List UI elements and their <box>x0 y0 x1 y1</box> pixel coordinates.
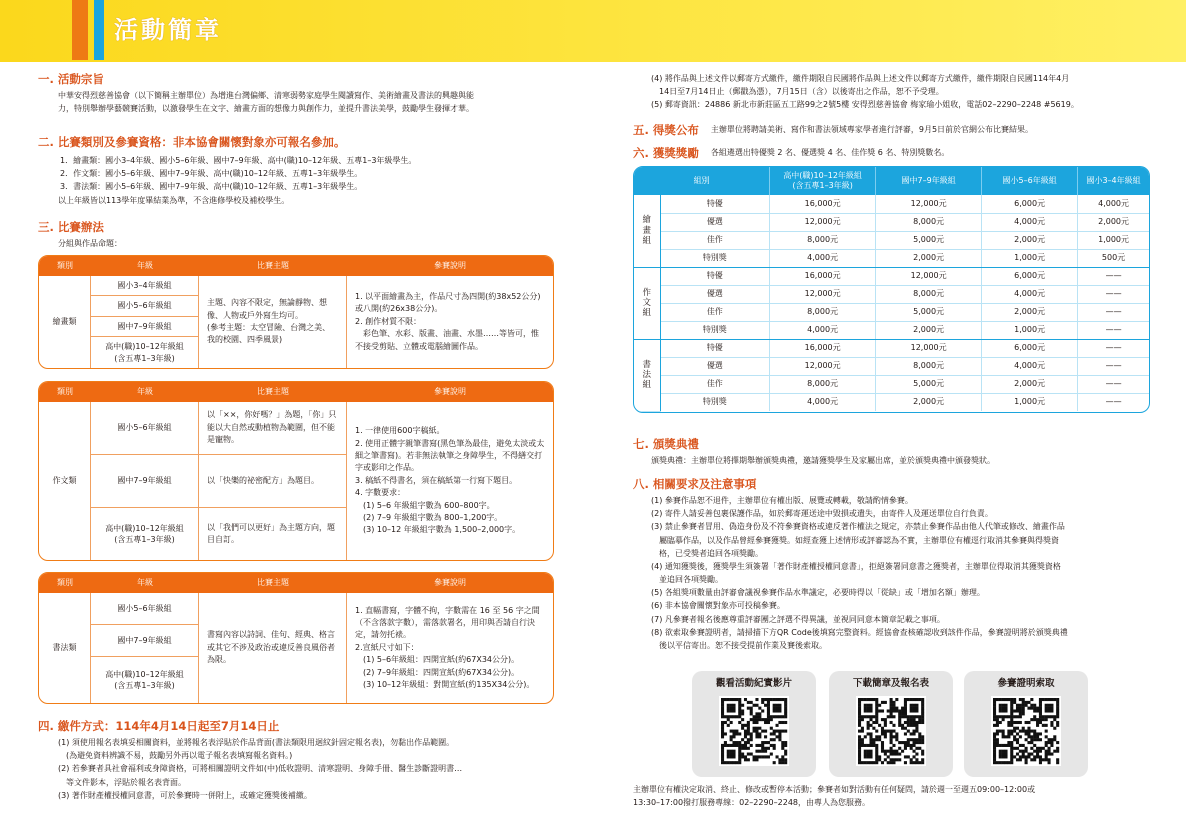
calligraphy-table <box>38 572 554 704</box>
award-amount-cell: 8,000元 <box>770 231 876 249</box>
submission-continued <box>633 72 1150 112</box>
award-level-cell: 特別獎 <box>660 249 770 267</box>
grade-cell: 國中7–9年級組 <box>91 625 198 657</box>
notes-item: (8) 欲索取參賽證明者，請掃描下方QR Code後填寫完整資料。經協會查核確認收到該件作品，參賽證明將於頒獎典禮 <box>651 627 1068 637</box>
award-amount-cell: —— <box>1078 285 1149 303</box>
award-amount-cell: 1,000元 <box>982 321 1078 339</box>
page-title: 活動簡章 <box>114 16 222 44</box>
award-level-cell: 特優 <box>660 195 770 213</box>
col-header: 國中7–9年級組 <box>876 167 982 195</box>
table-header <box>39 256 553 276</box>
col-header: 比賽主題 <box>257 577 289 587</box>
submission-item: 等文件影本，浮貼於報名表背面。 <box>58 777 186 787</box>
col-header: 年級 <box>137 260 153 270</box>
award-row <box>634 249 1149 267</box>
method-subtitle: 分組與作品命題： <box>58 238 122 248</box>
grade-cell: 國中7–9年級組 <box>91 317 198 337</box>
category-cell: 書法類 <box>39 593 91 703</box>
award-amount-cell: 2,000元 <box>982 231 1078 249</box>
award-amount-cell: 6,000元 <box>982 339 1078 357</box>
essay-table <box>38 381 554 561</box>
section-purpose <box>38 72 554 116</box>
award-level-cell: 特別獎 <box>660 321 770 339</box>
award-level-cell: 特別獎 <box>660 393 770 411</box>
award-amount-cell: 2,000元 <box>982 375 1078 393</box>
section-title: 四. 繳件方式：114年4月14日起至7月14日止 <box>38 719 280 733</box>
award-level-cell: 優選 <box>660 285 770 303</box>
theme-cell: 書寫內容以詩詞、佳句、經典、格言或其它不涉及政治或違反善良風俗者為限。 <box>199 593 347 703</box>
grade-cell: 國小5–6年級組 <box>91 296 198 316</box>
award-amount-cell: 500元 <box>1078 249 1149 267</box>
col-header: 國小3–4年級組 <box>1078 167 1149 195</box>
notes-item: (3) 禁止參賽者冒用、偽造身份及不符參賽資格或違反著作權法之規定，亦禁止參賽作品由他人代筆或修改、繪畫作品 <box>651 522 1065 532</box>
col-header: 組別 <box>634 167 770 195</box>
eligibility-note: 以上年級皆以113學年度畢結業為準，不含進修學校及補校學生。 <box>58 195 290 205</box>
painting-table <box>38 255 554 369</box>
award-amount-cell: 8,000元 <box>876 357 982 375</box>
notes-item: (6) 非本協會關懷對象亦可投稿參賽。 <box>651 601 785 611</box>
award-amount-cell: 5,000元 <box>876 231 982 249</box>
award-level-cell: 特優 <box>660 339 770 357</box>
footer-note <box>633 783 1150 809</box>
rules-cell: 1. 直幅書寫，字體不拘，字數需在 16 至 56 字之間（不含落款字數），需落款署名，用印與否請自行決定，請勿托裱。 2.宣紙尺寸如下： (1) 5–6年級組：四開宣紙(約67X34公分)。 (2) 7–9年級組：四開宣紙(約67X34公分)。 (3) 10–12年級組：對開宣紙(約135X34公分)。 <box>355 605 540 689</box>
award-amount-cell: 12,000元 <box>876 267 982 285</box>
award-amount-cell: 12,000元 <box>876 339 982 357</box>
notes-item: (2) 寄件人請妥善包裹保護作品，如於郵寄運送途中毀損或遺失，由寄件人及運送單位自行負責。 <box>651 509 993 519</box>
award-amount-cell: 1,000元 <box>1078 231 1149 249</box>
award-level-cell: 佳作 <box>660 375 770 393</box>
grade-cell: 高中(職)10–12年級組 (含五專1–3年級) <box>105 342 184 363</box>
col-header: 年級 <box>137 577 153 587</box>
notes-item: 後以平信寄出。恕不接受提前作業及賽後索取。 <box>651 641 827 650</box>
notes-item: 格，已受獎者追回各項獎勵。 <box>651 548 763 558</box>
section-announcement <box>633 123 1150 138</box>
announcement-text: 主辦單位將聘請美術、寫作和書法領域專家學者進行評審，9月5日前於官網公布比賽結果。 <box>710 125 1034 135</box>
eligibility-item: 1．繪畫類：國小3–4年級、國小5–6年級、國中7–9年級、高中(職)10–12年級、五專1–3年級學生。 <box>60 155 417 165</box>
col-header: 類別 <box>57 577 73 587</box>
award-amount-cell: 2,000元 <box>982 303 1078 321</box>
award-group-cell: 繪 畫 組 <box>634 195 660 267</box>
award-level-cell: 佳作 <box>660 303 770 321</box>
award-row <box>634 393 1149 411</box>
eligibility-item: 3．書法類：國小5–6年級、國中7–9年級、高中(職)10–12年級、五專1–3年級學生。 <box>60 182 363 192</box>
notes-item: 並追回各項獎勵。 <box>651 575 723 585</box>
award-level-cell: 特優 <box>660 267 770 285</box>
award-row <box>634 357 1149 375</box>
award-amount-cell: 12,000元 <box>770 213 876 231</box>
award-amount-cell: 4,000元 <box>982 213 1078 231</box>
notes-item: (4) 通知獲獎後，獲獎學生須簽署「著作財產權授權同意書」，拒絕簽署同意書之獲獎者，主辦單位得取消其獲獎資格 <box>651 561 1061 571</box>
award-amount-cell: 8,000元 <box>876 285 982 303</box>
col-header: 參賽說明 <box>434 386 466 396</box>
grade-cell: 高中(職)10–12年級組 (含五專1–3年級) <box>105 669 184 690</box>
orange-accent-bar <box>72 0 88 60</box>
award-amount-cell: 16,000元 <box>770 195 876 213</box>
award-row <box>634 285 1149 303</box>
awards-table <box>633 166 1150 413</box>
section-title: 五. 得獎公布 <box>633 123 699 137</box>
submission-item: (4) 將作品與上述文件以郵寄方式繳件，繳件期限自民國將作品與上述文件以郵寄方式繳件，繳件期限自民國114年4月 <box>651 74 1070 83</box>
award-amount-cell: 16,000元 <box>770 339 876 357</box>
col-header: 參賽說明 <box>434 260 466 270</box>
section-title: 二. 比賽類別及參賽資格：非本協會關懷對象亦可報名參加。 <box>38 135 346 149</box>
award-level-cell: 優選 <box>660 213 770 231</box>
section-title: 七. 頒獎典禮 <box>633 437 699 451</box>
awards-text: 各組遴選出特優獎 2 名、優選獎 4 名、佳作獎 6 名、特別獎數名。 <box>710 148 950 158</box>
notes-item: (7) 凡參賽者報名後應尊重評審團之評選不得異議，並視同同意本簡章記載之事項。 <box>651 614 945 624</box>
award-amount-cell: 4,000元 <box>770 393 876 411</box>
qr-label: 下載簡章及報名表 <box>852 678 929 689</box>
submission-item: (5) 郵寄資訊：24886 新北市新莊區五工路99之2號5樓 安得烈慈善協會 梅家瑜小姐收，電話02–2290–2248 #5619。 <box>651 100 1079 110</box>
award-amount-cell: 6,000元 <box>982 195 1078 213</box>
col-header: 高中(職)10–12年級組 (含五專1–3年級) <box>770 167 876 195</box>
col-header: 比賽主題 <box>257 260 289 270</box>
award-amount-cell: 16,000元 <box>770 267 876 285</box>
col-header: 國小5–6年級組 <box>982 167 1078 195</box>
notes-item: (5) 各組獎項數量由評審會議視參賽作品水準議定，必要時得以「從缺」或「增加名額」辦理。 <box>651 588 985 598</box>
footer-line: 主辦單位有權決定取消、終止、修改或暫停本活動；參賽者如對活動有任何疑問，請於週一至週五09:00–12:00或 <box>633 785 1036 794</box>
award-amount-cell: —— <box>1078 321 1149 339</box>
blue-accent-bar <box>94 0 104 60</box>
award-amount-cell: 8,000元 <box>876 213 982 231</box>
award-row <box>634 339 1149 357</box>
submission-item: 14日至7月14日止（郵戳為憑），7月15日（含）以後寄出之作品，恕不予受理。 <box>651 87 944 97</box>
award-amount-cell: —— <box>1078 339 1149 357</box>
submission-item: (為避免資料辨識不易，鼓勵另外再以電子報名表填寫報名資料。) <box>58 751 293 761</box>
table-header <box>39 382 553 402</box>
qr-label: 觀看活動紀實影片 <box>715 678 792 689</box>
col-header: 參賽說明 <box>434 577 466 587</box>
theme-cell: 以「我們可以更好」為主題方向，題目自訂。 <box>207 522 335 544</box>
submission-item: (2) 若參賽者具社會福利或身障資格，可將相關證明文件如(中)低收證明、清寒證明、身障手冊、醫生診斷證明書… <box>58 764 463 774</box>
section-method <box>38 220 554 251</box>
col-header: 類別 <box>57 260 73 270</box>
col-header: 年級 <box>137 386 153 396</box>
award-amount-cell: 4,000元 <box>982 357 1078 375</box>
award-level-cell: 佳作 <box>660 231 770 249</box>
grade-cell: 國中7–9年級組 <box>91 455 198 508</box>
qr-code-icon <box>719 696 789 766</box>
award-amount-cell: —— <box>1078 357 1149 375</box>
award-amount-cell: 4,000元 <box>770 249 876 267</box>
section-submission <box>38 719 554 802</box>
award-amount-cell: 2,000元 <box>876 249 982 267</box>
award-amount-cell: —— <box>1105 397 1122 407</box>
theme-cell: 以「××，你好嗎？」為題，「你」只能以大自然或動植物為範圍，但不能是寵物。 <box>199 402 346 455</box>
purpose-line: 中華安得烈慈善協會（以下簡稱主辦單位）為增進台灣偏鄉、清寒弱勢家庭學生閱讀寫作、美術繪畫及書法的興趣與能 <box>58 90 474 100</box>
award-amount-cell: 4,000元 <box>770 321 876 339</box>
award-row <box>634 375 1149 393</box>
award-row <box>634 231 1149 249</box>
section-awards <box>633 146 1150 161</box>
award-row <box>634 195 1149 213</box>
section-eligibility <box>38 135 554 207</box>
qr-code-icon <box>991 696 1061 766</box>
category-cell: 作文類 <box>39 402 91 560</box>
award-amount-cell: 12,000元 <box>770 285 876 303</box>
award-amount-cell: 5,000元 <box>876 375 982 393</box>
award-row <box>634 267 1149 285</box>
section-title: 一. 活動宗旨 <box>38 72 104 86</box>
award-amount-cell: 12,000元 <box>770 357 876 375</box>
award-group-cell: 作 文 組 <box>634 267 660 339</box>
award-amount-cell: 4,000元 <box>1078 195 1149 213</box>
grade-cell: 國小5–6年級組 <box>91 402 198 455</box>
col-header: 比賽主題 <box>257 386 289 396</box>
rules-cell: 1. 以平面繪畫為主，作品尺寸為四開(約38x52公分)或八開(約26x38公分)。 2. 創作材質不限： 彩色筆、水彩、版畫、油畫、水墨……等皆可，惟不接受剪貼、立體或電腦繪圖作品。 <box>355 292 541 351</box>
notes-item: (1) 參賽作品恕不退件，主辦單位有權出版、展覽或轉載，敬請酌情參賽。 <box>651 495 913 505</box>
section-notes <box>633 477 1150 652</box>
theme-cell: 主題、內容不限定，無論靜物、想像、人物或戶外寫生均可。 (參考主題：太空冒險、台灣之美、我的校園、四季風景) <box>199 276 347 368</box>
award-amount-cell: 8,000元 <box>770 303 876 321</box>
submission-item: (1) 須使用報名表填妥相關資料，並將報名表浮貼於作品背面(書法類限用迴紋針固定報名表)，勿黏出作品範圍。 <box>58 737 455 747</box>
grade-cell: 國小3–4年級組 <box>91 276 198 296</box>
award-amount-cell: 12,000元 <box>876 195 982 213</box>
rules-cell: 1. 一律使用600字稿紙。 2. 使用正體字親筆書寫(黑色筆為最佳，避免太淡或太細之筆書寫)。若非無法執筆之身障學生，不得繕交打字或影印之作品。 3. 稿紙不得書名，須在稿紙第一行寫下題目。 4. 字數要求： (1) 5–6 年級組字數為 600–800字。 (2) 7–9 年級組字數為 800–1,200字。 (3) 10–12 年級組字數為 1,500–2,000字。 <box>355 426 545 535</box>
purpose-line: 力，特別舉辦學藝競賽活動，以激發學生在文字、繪畫方面的想像力與創作力，並提升書法美學，鼓勵學生發揮才華。 <box>58 103 474 113</box>
table-header <box>39 573 553 593</box>
award-amount-cell: —— <box>1078 303 1149 321</box>
award-row <box>634 213 1149 231</box>
section-title: 三. 比賽辦法 <box>38 220 104 234</box>
qr-label: 參賽證明索取 <box>997 678 1055 689</box>
footer-line: 13:30–17:00撥打服務專線：02–2290–2248，由專人為您服務。 <box>633 798 871 808</box>
award-row <box>634 321 1149 339</box>
ceremony-text: 頒獎典禮：主辦單位將擇期舉辦頒獎典禮，邀請獲獎學生及家屬出席，並於頒獎典禮中頒發獎狀。 <box>651 455 995 465</box>
award-amount-cell: 1,000元 <box>982 249 1078 267</box>
col-header: 類別 <box>57 386 73 396</box>
qr-download[interactable] <box>829 671 953 777</box>
section-ceremony <box>633 437 1150 468</box>
award-level-cell: 優選 <box>660 357 770 375</box>
grade-cell: 國小5–6年級組 <box>91 593 198 625</box>
qr-code-icon <box>856 696 926 766</box>
award-amount-cell: —— <box>1078 267 1149 285</box>
award-amount-cell: 2,000元 <box>1078 213 1149 231</box>
section-title: 八. 相關要求及注意事項 <box>633 477 757 491</box>
award-group-cell: 書 法 組 <box>634 339 660 411</box>
award-amount-cell: 8,000元 <box>770 375 876 393</box>
eligibility-item: 2．作文類：國小5–6年級、國中7–9年級、高中(職)10–12年級、五專1–3年級學生。 <box>60 169 363 179</box>
award-amount-cell: —— <box>1078 375 1149 393</box>
category-cell: 繪畫類 <box>39 276 91 368</box>
award-row <box>634 303 1149 321</box>
qr-video[interactable] <box>692 671 816 777</box>
award-amount-cell: 1,000元 <box>982 393 1078 411</box>
section-title: 六. 獲獎獎勵 <box>633 146 699 160</box>
award-amount-cell: 2,000元 <box>876 393 982 411</box>
theme-cell: 以「快樂的祕密配方」為題目。 <box>199 455 346 508</box>
qr-certificate[interactable] <box>964 671 1088 777</box>
grade-cell: 高中(職)10–12年級組 (含五專1–3年級) <box>105 523 184 544</box>
award-amount-cell: 6,000元 <box>982 267 1078 285</box>
award-amount-cell: 2,000元 <box>876 321 982 339</box>
award-amount-cell: 4,000元 <box>982 285 1078 303</box>
submission-item: (3) 著作財產權授權同意書，可於參賽時一併附上，或確定獲獎後補繳。 <box>58 790 312 800</box>
award-amount-cell: 5,000元 <box>876 303 982 321</box>
notes-item: 屬臨摹作品，以及作品曾經參賽獲獎。如經查獲上述情形或評審認為不實，主辦單位有權逕行取消其參賽與得獎資 <box>651 535 1059 545</box>
